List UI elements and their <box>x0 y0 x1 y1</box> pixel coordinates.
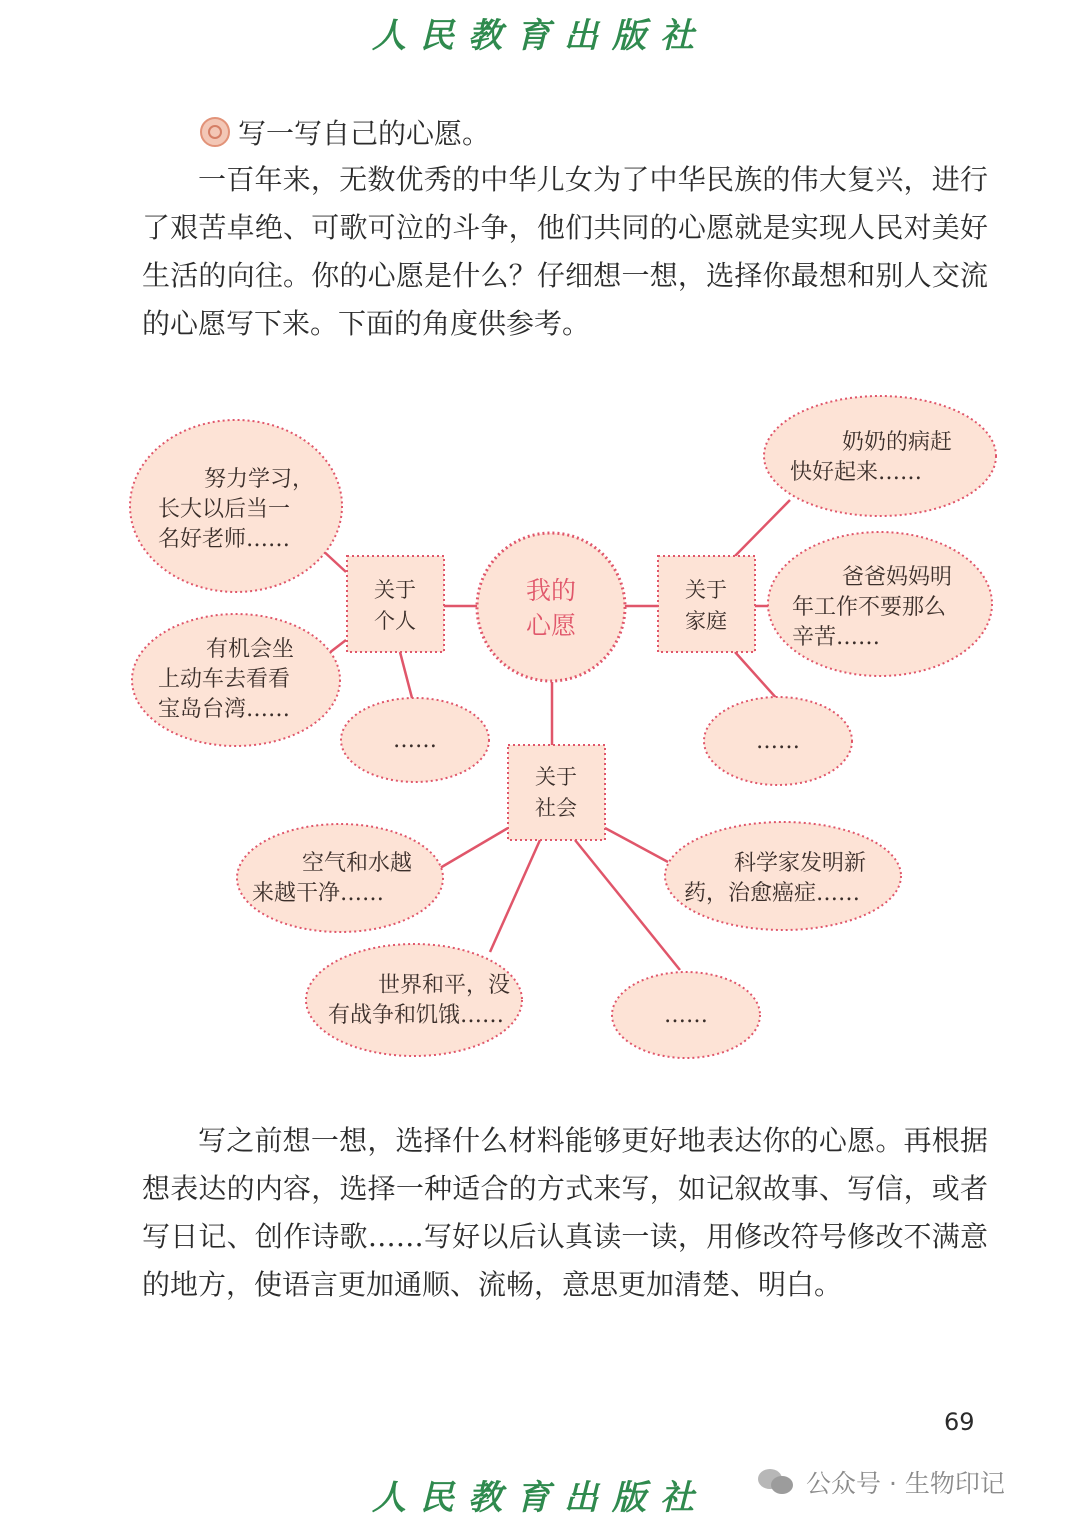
society-bubble-3-line2: 药，治愈癌症…… <box>684 881 861 906</box>
personal-bubble-2-line1: 有机会坐 <box>206 637 295 662</box>
task-title: 写一写自己的心愿。 <box>238 117 491 150</box>
center-hub-line2: 心愿 <box>525 611 577 640</box>
personal-box <box>347 556 444 652</box>
center-hub <box>477 533 625 681</box>
personal-bubble-3-line1: …… <box>393 728 437 753</box>
society-bubble-2 <box>306 944 522 1056</box>
society-bubble-3 <box>665 822 901 930</box>
family-bubble-2-line2: 年工作不要那么 <box>792 595 947 620</box>
society-bubble-1-line2: 来越干净…… <box>252 881 385 906</box>
svg-text:关于: 关于 <box>374 578 416 602</box>
society-bubble-1 <box>237 824 443 932</box>
wechat-watermark <box>758 1464 1005 1500</box>
family-bubble-2-line3: 辛苦…… <box>792 625 881 650</box>
svg-text:家庭: 家庭 <box>685 609 727 633</box>
svg-text:社会: 社会 <box>535 796 577 820</box>
intro-paragraph: 一百年来，无数优秀的中华儿女为了中华民族的伟大复兴，进行了艰苦卓绝、可歌可泣的斗争，他们共同的心愿就是实现人民对美好生活的向往。你的心愿是什么？仔细想一想，选择你最想和别人交流的心愿写下来。下面的角度供参考。 <box>142 163 988 340</box>
closing-paragraph: 写之前想一想，选择什么材料能够更好地表达你的心愿。再根据想表达的内容，选择一种适合的方式来写，如记叙故事、写信，或者写日记、创作诗歌……写好以后认真读一读，用修改符号修改不满意的地方，使语言更加通顺、流畅，意思更加清楚、明白。 <box>142 1124 988 1301</box>
center-hub-line1: 我的 <box>525 576 577 605</box>
society-bubble-2-line2: 有战争和饥饿…… <box>328 1003 505 1028</box>
svg-text:关于: 关于 <box>685 578 727 602</box>
family-bubble-2-line1: 爸爸妈妈明 <box>842 565 953 590</box>
watermark-text: 公众号 · 生物印记 <box>806 1469 1005 1498</box>
society-bubble-4-line1: …… <box>664 1003 708 1028</box>
family-bubble-1-line2: 快好起来…… <box>790 460 923 485</box>
society-bubble-1-line1: 空气和水越 <box>302 851 413 876</box>
wechat-icon <box>758 1467 796 1497</box>
publisher-header: 人民教育出版社 <box>372 16 708 56</box>
personal-bubble-1-line2: 长大以后当一 <box>158 497 291 522</box>
society-bubble-3-line1: 科学家发明新 <box>734 851 867 876</box>
personal-bubble-2-line2: 上动车去看看 <box>158 667 291 692</box>
personal-bubble-1-line1: 努力学习， <box>204 467 315 492</box>
page-number: 69 <box>944 1408 975 1436</box>
society-box <box>508 745 605 840</box>
family-bubble-3-line1: …… <box>756 729 800 754</box>
svg-text:个人: 个人 <box>374 609 416 633</box>
family-box <box>658 556 755 652</box>
publisher-footer: 人民教育出版社 <box>372 1478 708 1518</box>
personal-bubble-2-line3: 宝岛台湾…… <box>158 697 291 722</box>
svg-text:关于: 关于 <box>535 765 577 789</box>
family-bubble-1-line1: 奶奶的病赶 <box>842 430 953 455</box>
society-bubble-2-line1: 世界和平，没 <box>378 973 511 998</box>
personal-bubble-1-line3: 名好老师…… <box>158 527 291 552</box>
family-bubble-1 <box>764 396 996 516</box>
